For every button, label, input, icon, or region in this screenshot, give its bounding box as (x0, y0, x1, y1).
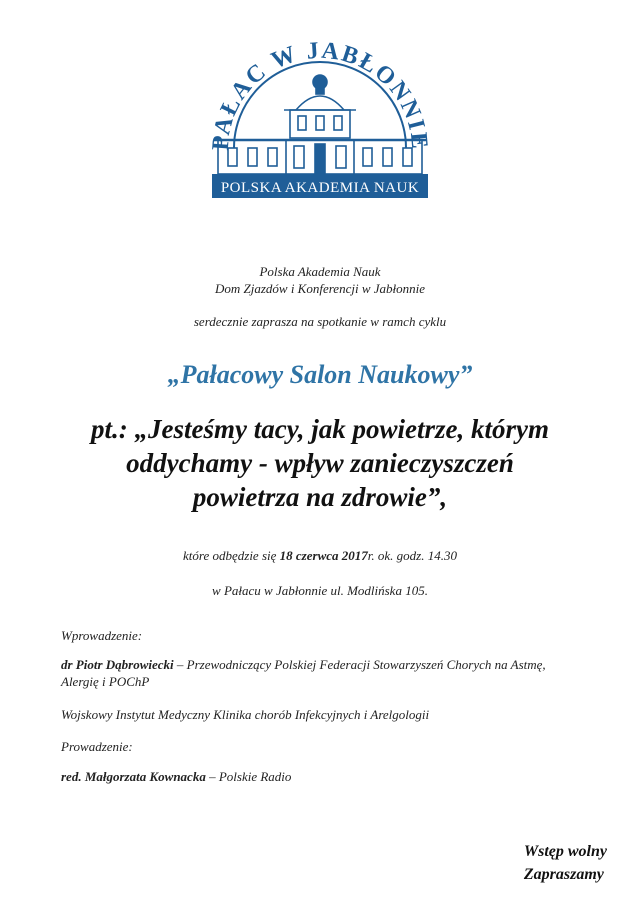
speaker-institution: Wojskowy Instytut Medyczny Klinika chorób Infekcyjnych i Arelgologii (61, 707, 430, 722)
host-name: red. Małgorzata Kownacka (61, 769, 206, 784)
event-date-prefix: które odbędzie się (183, 548, 280, 563)
intro-speaker (61, 656, 581, 690)
talk-title-line-2: oddychamy - wpływ zanieczyszczeń (126, 448, 514, 478)
speaker-description: – Przewodniczący Polskiej Federacji Stowarzyszeń Chorych na Astmę, Alergię i POChP (61, 657, 546, 689)
welcome-text: Zapraszamy (523, 866, 604, 883)
palace-logo (208, 20, 432, 200)
event-date-suffix: r. ok. godz. 14.30 (367, 548, 457, 563)
logo-banner-text: POLSKA AKADEMIA NAUK (220, 180, 420, 196)
speaker-name: dr Piotr Dąbrowiecki (61, 657, 174, 672)
talk-title-line-1: pt.: „Jesteśmy tacy, jak powietrze, którym (91, 414, 549, 444)
host-label: Prowadzenie: (61, 739, 133, 754)
event-date (0, 547, 640, 564)
host-line (61, 768, 621, 785)
free-entry-text: Wstęp wolny (523, 843, 607, 860)
series-title: „Pałacowy Salon Naukowy” (167, 360, 473, 389)
footer (524, 840, 607, 886)
intro-label: Wprowadzenie: (61, 628, 143, 643)
org-name: Polska Akademia Nauk (259, 264, 381, 279)
event-date-value: 18 czerwca 2017 (279, 548, 368, 563)
event-place: w Pałacu w Jabłonnie ul. Modlińska 105. (212, 583, 428, 598)
talk-title (70, 412, 570, 514)
host-description: – Polskie Radio (205, 769, 292, 784)
venue-name: Dom Zjazdów i Konferencji w Jabłonnie (214, 281, 426, 296)
logo-arc-text: PAŁAC W JABŁONNIE (208, 37, 432, 152)
talk-title-line-3: powietrza na zdrowie”, (192, 482, 448, 512)
invite-text: serdecznie zaprasza na spotkanie w ramch cyklu (193, 314, 447, 329)
